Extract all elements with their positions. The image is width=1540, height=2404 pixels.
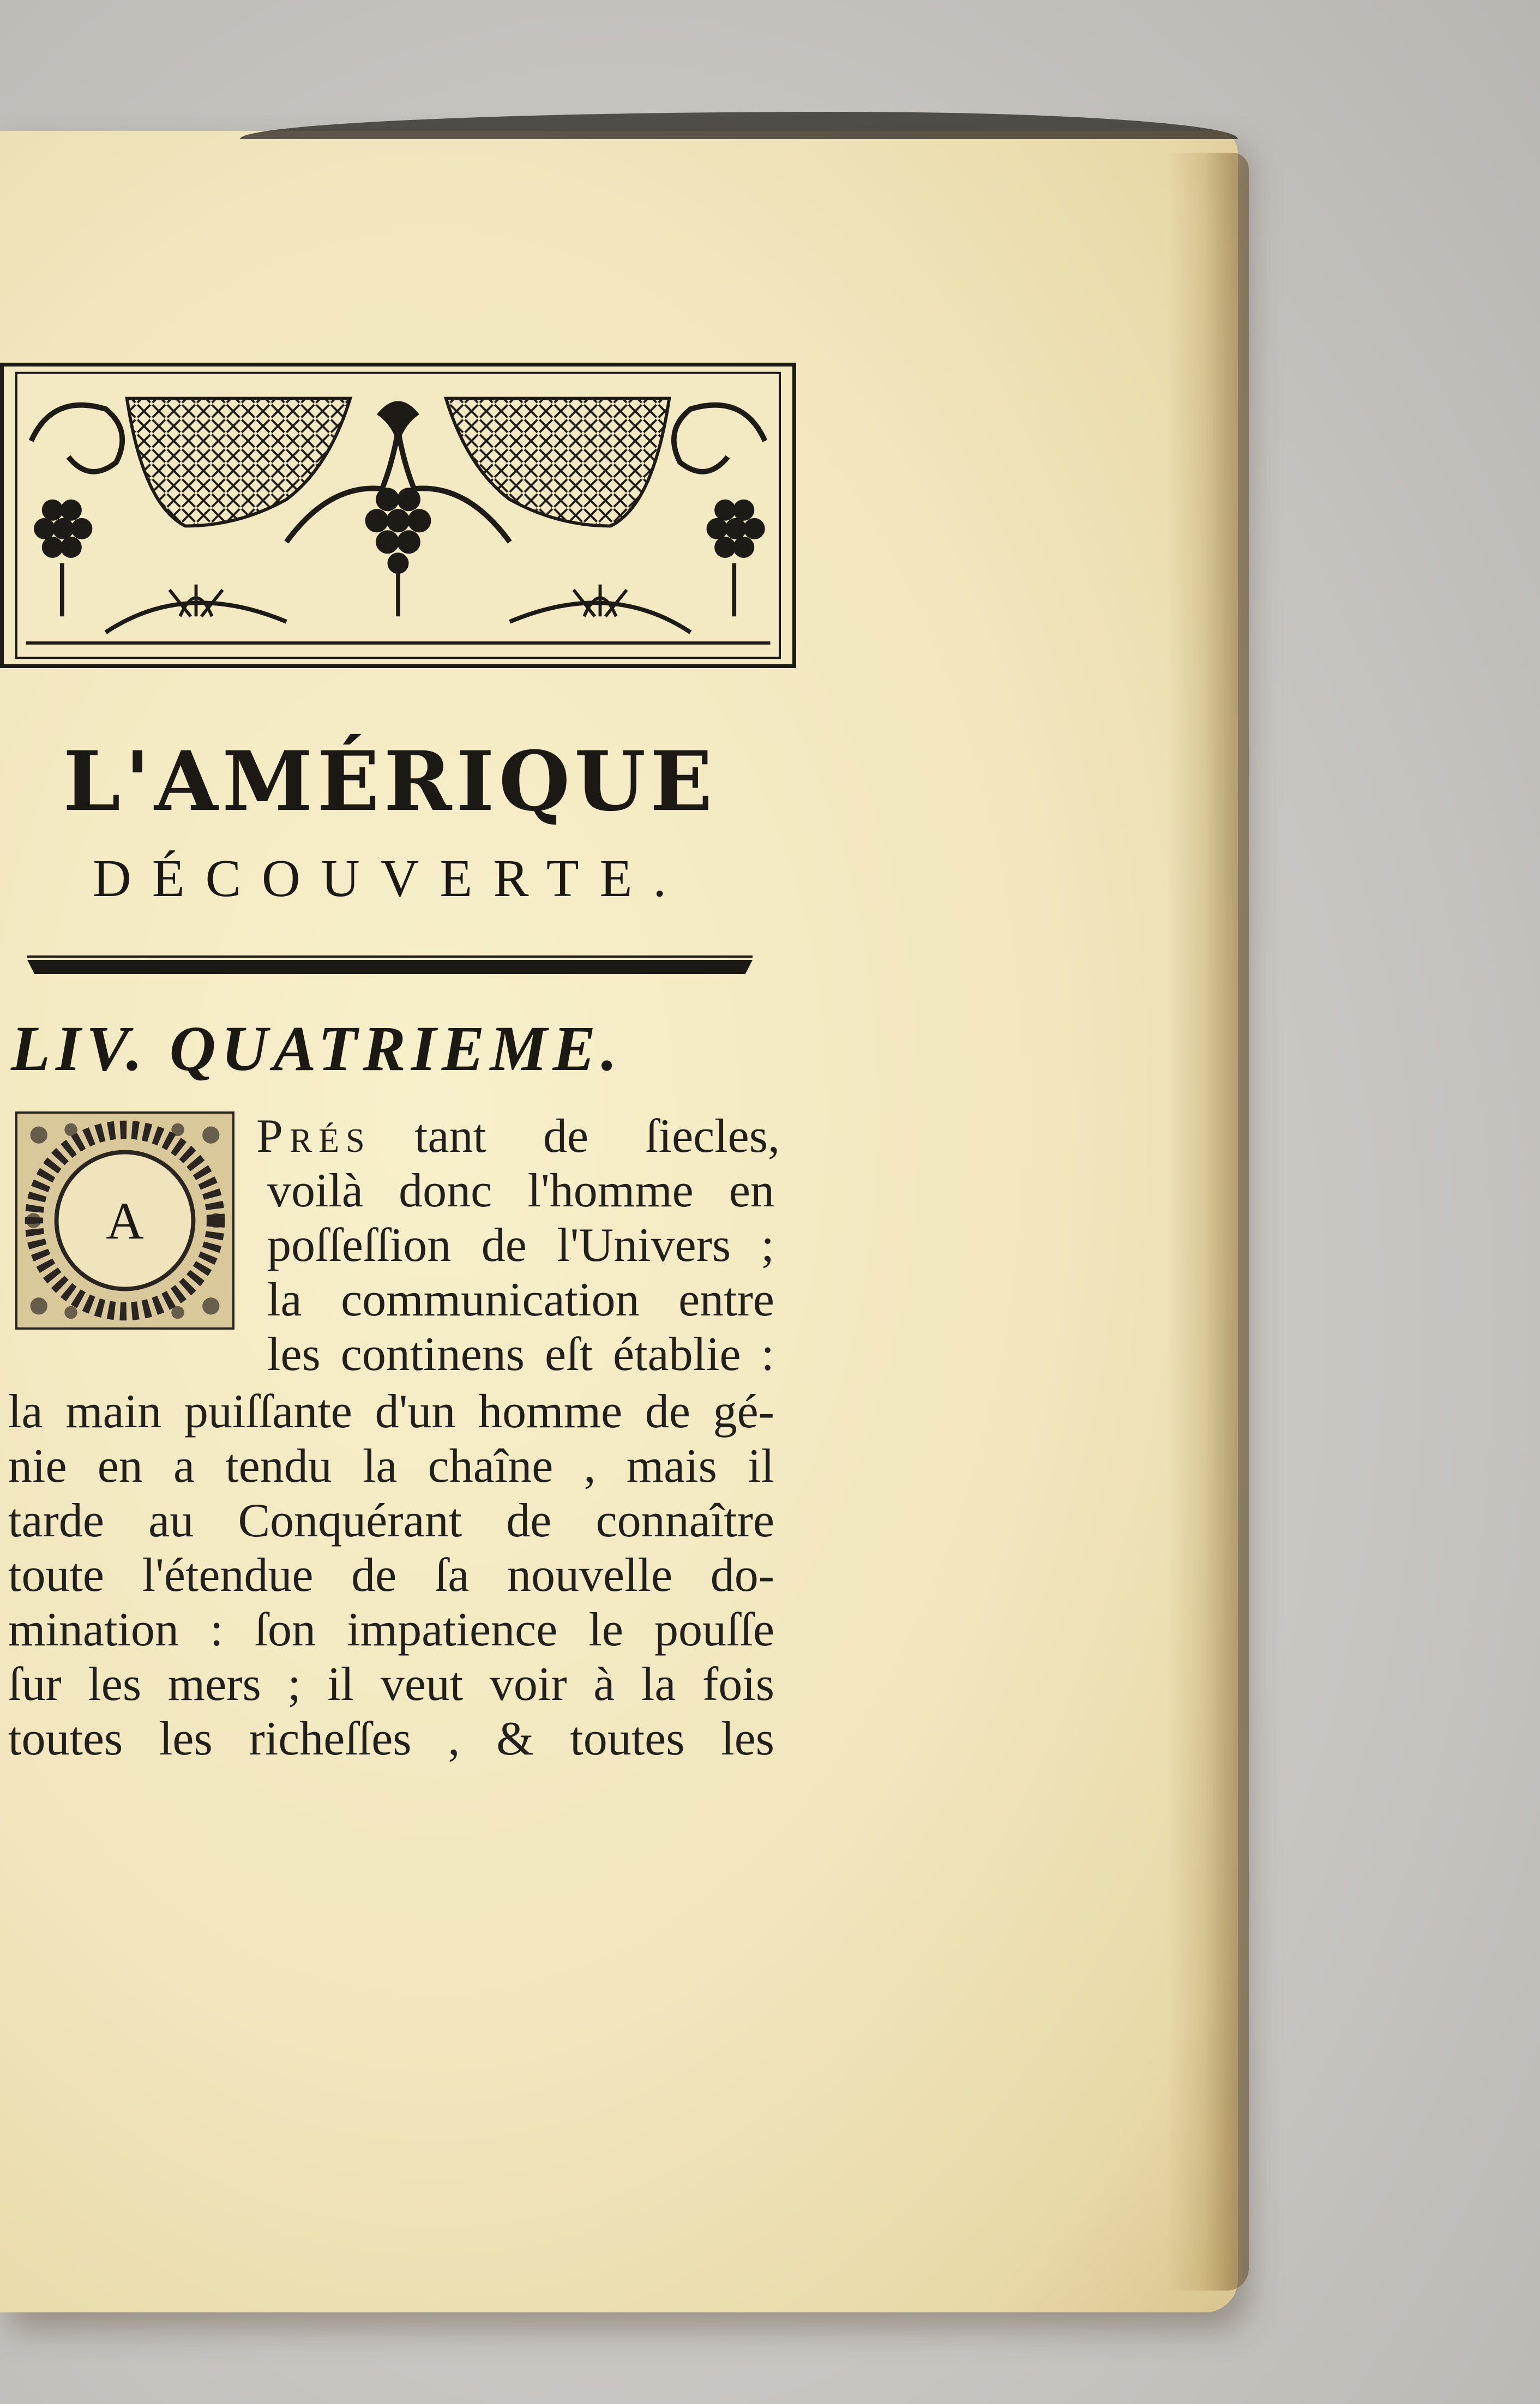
title-rule [27, 960, 753, 974]
book-subtitle: DÉCOUVERTE. [93, 849, 687, 908]
title-rule-thin [27, 955, 753, 958]
ornamental-headpiece [0, 363, 796, 668]
text-line: la communication entre [267, 1273, 774, 1326]
text-line: mination : ſon impatience le pouſſe [8, 1603, 774, 1656]
text-line: tant de ſiecles, [414, 1110, 780, 1163]
text-line: toutes les richeſſes , & toutes les [8, 1712, 774, 1765]
text-line: voilà donc l'homme en [267, 1164, 774, 1217]
text-line: les continens eſt établie : [267, 1328, 774, 1381]
text-line: nie en a tendu la chaîne , mais il [8, 1440, 774, 1493]
text-line: toute l'étendue de ſa nouvelle do- [8, 1549, 774, 1602]
text-line: ſur les mers ; il veut voir à la fois [8, 1658, 774, 1711]
opening-word: Prés [256, 1110, 371, 1163]
page-edge-shadow [1167, 153, 1249, 2291]
chapter-heading: LIV. QUATRIEME. [11, 1013, 623, 1084]
drop-cap-letter: A [106, 1191, 144, 1250]
drop-cap-block [15, 1111, 234, 1330]
headpiece-ornament-image [4, 366, 792, 664]
text-line: tarde au Conquérant de connaître [8, 1494, 774, 1547]
book-title: L'AMÉRIQUE [63, 734, 717, 830]
text-line: la main puiſſante d'un homme de gé- [8, 1385, 774, 1438]
text-line: poſſeſſion de l'Univers ; [267, 1219, 774, 1272]
